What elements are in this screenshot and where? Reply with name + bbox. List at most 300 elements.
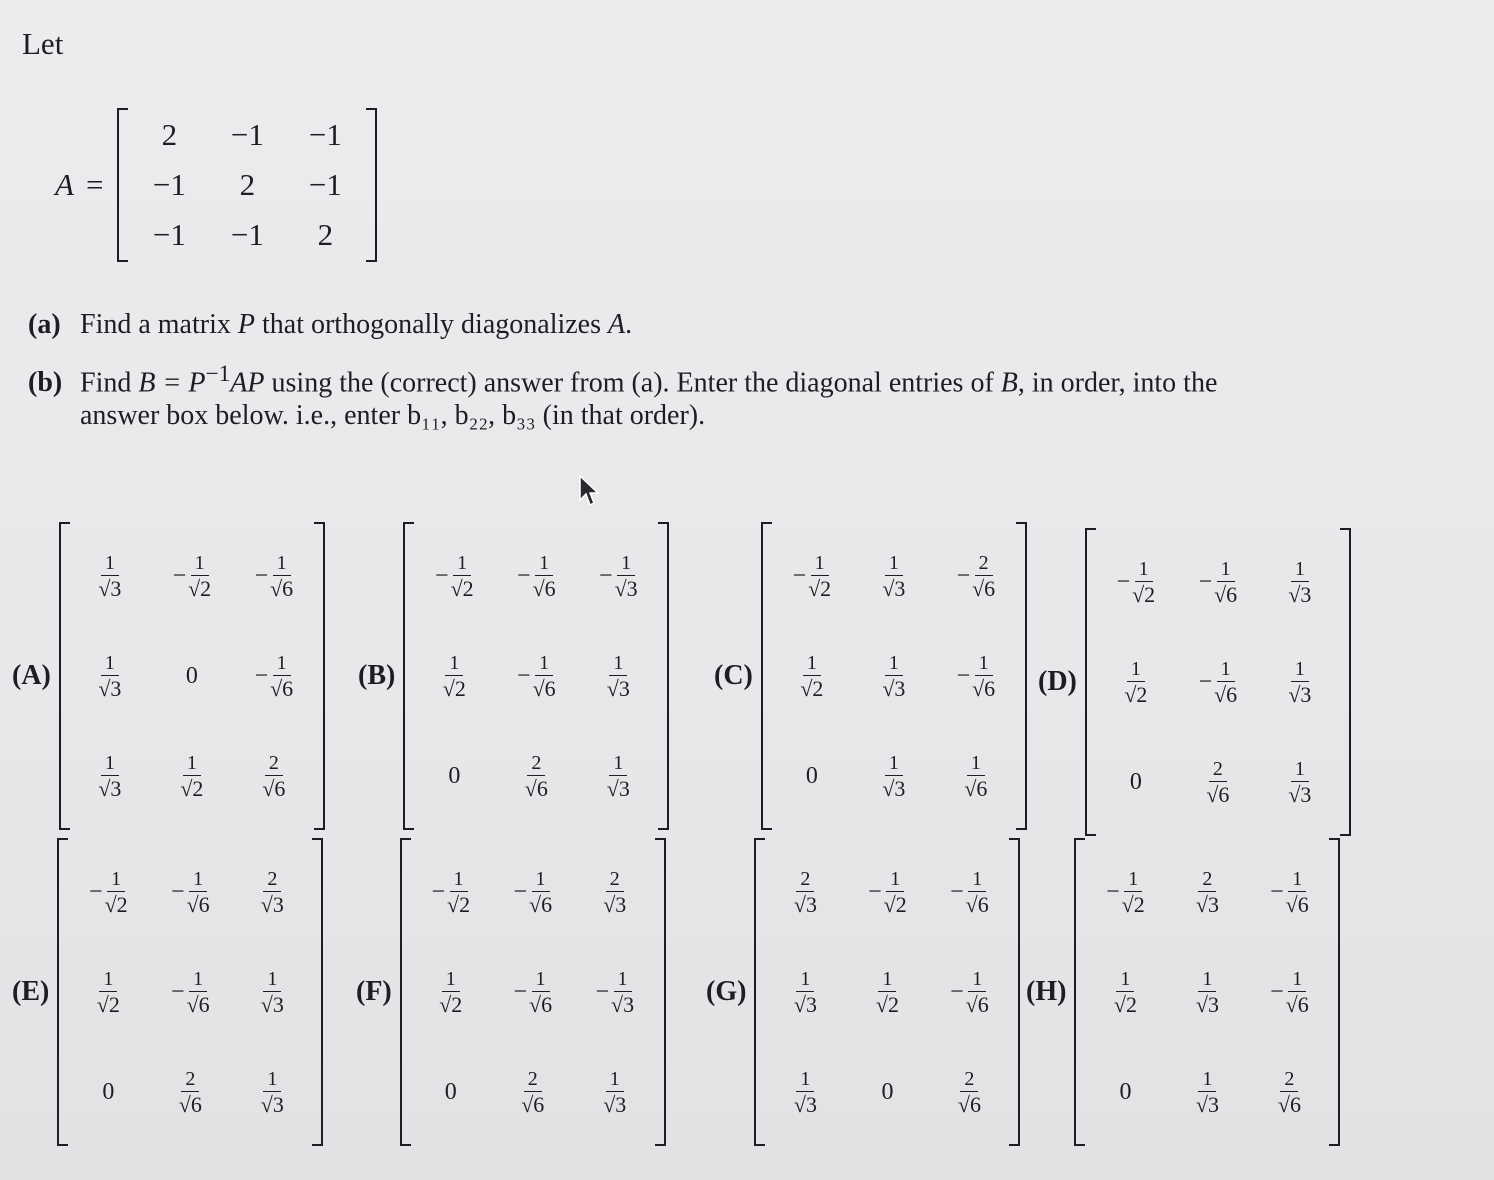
- numerator: 1: [1198, 969, 1216, 992]
- matrix-entry: [1199, 559, 1238, 606]
- matrix-entry: [603, 869, 626, 916]
- matrix-entry: [882, 553, 905, 600]
- matrix-entry: [179, 1069, 202, 1116]
- expr-b-eq-p: B = P: [138, 367, 206, 399]
- matrix-entry: [262, 753, 285, 800]
- denominator: √2: [1121, 891, 1145, 917]
- denominator: √3: [603, 1091, 627, 1117]
- matrix-entry: [1130, 769, 1142, 796]
- numerator: 1: [796, 1069, 814, 1092]
- matrix-entry: [435, 553, 474, 600]
- matrix-entry: [1124, 659, 1147, 706]
- denominator: √3: [1195, 1091, 1219, 1117]
- denominator: √3: [614, 575, 638, 601]
- denominator: √2: [188, 575, 212, 601]
- fraction: [533, 653, 556, 700]
- fraction: [882, 753, 905, 800]
- numerator: 1: [1124, 869, 1142, 892]
- matrix-entry: [102, 1079, 114, 1106]
- minus-sign: −: [1198, 568, 1213, 595]
- matrix-entry: [800, 653, 823, 700]
- option-matrix-entries: [65, 838, 315, 1146]
- matrix-entry: [186, 663, 198, 690]
- matrix-entry: [255, 553, 294, 600]
- option-matrix-entries: [769, 522, 1019, 830]
- denominator: √6: [532, 675, 556, 701]
- matrix-entry: [794, 1069, 817, 1116]
- numerator: 1: [450, 869, 468, 892]
- minus-sign: −: [172, 562, 187, 589]
- fraction: [1214, 559, 1237, 606]
- numerator: 1: [532, 869, 550, 892]
- denominator: √6: [957, 1091, 981, 1117]
- fraction: [180, 753, 203, 800]
- option-matrix-entries: [411, 522, 661, 830]
- option-label: (E): [12, 976, 50, 1007]
- fraction: [447, 869, 470, 916]
- option-f[interactable]: [356, 838, 666, 1146]
- matrix-entry: [431, 869, 470, 916]
- option-label: (C): [714, 660, 753, 691]
- matrix-entry: [173, 553, 212, 600]
- option-a[interactable]: [12, 522, 325, 830]
- matrix-a-entry: 2: [161, 117, 178, 152]
- question-b-text: Find: [80, 367, 139, 399]
- denominator: √6: [1285, 991, 1309, 1017]
- option-d[interactable]: [1038, 528, 1351, 836]
- fraction: [607, 753, 630, 800]
- option-e[interactable]: [12, 838, 323, 1146]
- question-a-text-2: that orthogonally diagonalizes: [254, 309, 609, 340]
- numerator: 2: [796, 869, 814, 892]
- matrix-entry: [89, 869, 128, 916]
- matrix-entry: [97, 969, 120, 1016]
- fraction: [1214, 659, 1237, 706]
- matrix-a-entry: 2: [317, 217, 334, 252]
- denominator: √3: [98, 575, 122, 601]
- var-b: B: [1000, 367, 1018, 399]
- option-matrix-brackets: [403, 522, 669, 830]
- option-matrix-brackets: [57, 838, 323, 1146]
- zero-entry: 0: [444, 1078, 457, 1105]
- denominator: √2: [1113, 991, 1137, 1017]
- denominator: √3: [1288, 681, 1312, 707]
- question-a-label: (a): [28, 309, 61, 340]
- numerator: 2: [527, 753, 545, 776]
- denominator: √6: [186, 891, 210, 917]
- minus-sign: −: [431, 878, 445, 905]
- minus-sign: −: [1116, 568, 1131, 595]
- matrix-entry: [1106, 869, 1145, 916]
- numerator: 1: [1217, 659, 1235, 682]
- fraction: [800, 653, 823, 700]
- denominator: √6: [972, 575, 996, 601]
- fraction: [1278, 1069, 1301, 1116]
- denominator: √2: [1132, 581, 1156, 607]
- fraction: [1196, 1069, 1219, 1116]
- fraction: [529, 969, 552, 1016]
- option-matrix-entries: [1082, 838, 1332, 1146]
- fraction: [187, 969, 210, 1016]
- numerator: 1: [975, 653, 993, 676]
- matrix-entry: [806, 763, 818, 790]
- minus-sign: −: [1270, 978, 1284, 1005]
- matrix-a-entry: −1: [230, 117, 264, 152]
- zero-entry: 0: [881, 1078, 894, 1105]
- numerator: 2: [265, 753, 283, 776]
- minus-sign: −: [595, 978, 609, 1005]
- numerator: 1: [1198, 1069, 1216, 1092]
- fraction: [187, 869, 210, 916]
- option-matrix-entries: [408, 838, 658, 1146]
- matrix-a-entry: −1: [152, 167, 186, 202]
- fraction: [1288, 559, 1311, 606]
- numerator: 1: [886, 869, 904, 892]
- matrix-a-entry: 2: [239, 167, 256, 202]
- denominator: √2: [875, 991, 899, 1017]
- numerator: 1: [263, 969, 281, 992]
- matrix-entry: [1196, 969, 1219, 1016]
- numerator: 1: [1288, 869, 1306, 892]
- matrix-entry: [1288, 659, 1311, 706]
- numerator: 1: [968, 869, 986, 892]
- numerator: 1: [273, 553, 291, 576]
- option-label: (D): [1038, 666, 1077, 697]
- minus-sign: −: [513, 878, 527, 905]
- denominator: √3: [882, 675, 906, 701]
- fraction: [98, 553, 121, 600]
- denominator: √2: [447, 891, 471, 917]
- matrix-entry: [261, 1069, 284, 1116]
- fraction: [1288, 659, 1311, 706]
- denominator: √6: [529, 891, 553, 917]
- matrix-entry: [443, 653, 466, 700]
- option-g[interactable]: [706, 838, 1020, 1146]
- fraction: [439, 969, 462, 1016]
- denominator: √3: [793, 991, 817, 1017]
- denominator: √2: [180, 775, 204, 801]
- denominator: √2: [800, 675, 824, 701]
- numerator: 1: [263, 1069, 281, 1092]
- option-label: (A): [12, 660, 51, 691]
- numerator: 1: [191, 553, 209, 576]
- numerator: 1: [967, 753, 985, 776]
- fraction: [876, 969, 899, 1016]
- fraction: [529, 869, 552, 916]
- fraction: [270, 553, 293, 600]
- denominator: √2: [104, 891, 128, 917]
- numerator: 2: [263, 869, 281, 892]
- fraction: [1196, 869, 1219, 916]
- denominator: √3: [882, 575, 906, 601]
- matrix-entry: [525, 753, 548, 800]
- fraction: [972, 653, 995, 700]
- denominator: √6: [524, 775, 548, 801]
- matrix-entry: [1117, 559, 1156, 606]
- fraction: [958, 1069, 981, 1116]
- option-h[interactable]: [1026, 838, 1340, 1146]
- denominator: √6: [1206, 781, 1230, 807]
- fraction: [966, 869, 989, 916]
- denominator: √3: [1195, 891, 1219, 917]
- matrix-entry: [1288, 759, 1311, 806]
- question-a-text: Find a matrix: [80, 309, 238, 340]
- matrix-a-entry: −1: [308, 117, 342, 152]
- numerator: 1: [609, 653, 627, 676]
- fraction: [1122, 869, 1145, 916]
- fraction: [451, 553, 474, 600]
- fraction: [1196, 969, 1219, 1016]
- mouse-cursor-icon: [578, 474, 600, 508]
- matrix-entry: [1196, 869, 1219, 916]
- numerator: 2: [181, 1069, 199, 1092]
- minus-sign: −: [254, 662, 269, 689]
- matrix-entry: [599, 553, 638, 600]
- numerator: 1: [1127, 659, 1145, 682]
- numerator: 1: [885, 653, 903, 676]
- denominator: √6: [529, 991, 553, 1017]
- matrix-entry: [607, 653, 630, 700]
- minus-sign: −: [435, 562, 449, 589]
- numerator: 1: [609, 753, 627, 776]
- minus-sign: −: [956, 562, 971, 589]
- numerator: 1: [1135, 559, 1153, 582]
- minus-sign: −: [1270, 878, 1284, 905]
- fraction: [964, 753, 987, 800]
- fraction: [98, 753, 121, 800]
- fraction: [607, 653, 630, 700]
- minus-sign: −: [599, 562, 613, 589]
- minus-sign: −: [254, 562, 269, 589]
- matrix-entry: [1199, 659, 1238, 706]
- matrix-entry: [98, 653, 121, 700]
- numerator: 1: [442, 969, 460, 992]
- numerator: 1: [1288, 969, 1306, 992]
- var-a: A: [608, 309, 626, 340]
- numerator: 1: [273, 653, 291, 676]
- option-matrix-brackets: [400, 838, 666, 1146]
- matrix-a-symbol: A: [55, 167, 74, 202]
- matrix-entry: [964, 753, 987, 800]
- fraction: [603, 1069, 626, 1116]
- numerator: 1: [1291, 659, 1309, 682]
- matrix-entry: [595, 969, 634, 1016]
- denominator: √3: [793, 1091, 817, 1117]
- matrix-a: [55, 108, 377, 262]
- matrix-entry: [882, 753, 905, 800]
- fraction: [1124, 659, 1147, 706]
- minus-sign: −: [89, 878, 103, 905]
- matrix-entry: [881, 1079, 893, 1106]
- fraction: [533, 553, 556, 600]
- denominator: √6: [965, 991, 989, 1017]
- option-c[interactable]: [714, 522, 1027, 830]
- denominator: √3: [98, 775, 122, 801]
- denominator: √2: [883, 891, 907, 917]
- fraction: [521, 1069, 544, 1116]
- question-b-line-2: answer box below. i.e., enter b₁₁, b₂₂, b₃₃ (in that order).: [80, 400, 706, 432]
- fraction: [808, 553, 831, 600]
- option-matrix-entries: [1093, 528, 1343, 836]
- numerator: 2: [1280, 1069, 1298, 1092]
- numerator: 1: [535, 553, 553, 576]
- fraction: [270, 653, 293, 700]
- denominator: √6: [964, 775, 988, 801]
- matrix-entry: [521, 1069, 544, 1116]
- matrix-entry: [171, 869, 210, 916]
- fraction: [97, 969, 120, 1016]
- matrix-a-entry: −1: [230, 217, 264, 252]
- fraction: [261, 869, 284, 916]
- matrix-entry: [950, 869, 989, 916]
- matrix-entry: [1288, 559, 1311, 606]
- numerator: 2: [1209, 759, 1227, 782]
- matrix-entry: [1119, 1079, 1131, 1106]
- zero-entry: 0: [1119, 1078, 1132, 1105]
- denominator: √3: [98, 675, 122, 701]
- matrix-entry: [98, 553, 121, 600]
- denominator: √3: [260, 1091, 284, 1117]
- minus-sign: −: [517, 662, 531, 689]
- minus-sign: −: [517, 562, 531, 589]
- denominator: √2: [450, 575, 474, 601]
- fraction: [262, 753, 285, 800]
- var-p: P: [237, 309, 255, 340]
- zero-entry: 0: [805, 762, 818, 789]
- zero-entry: 0: [185, 662, 198, 689]
- matrix-entry: [794, 869, 817, 916]
- numerator: 1: [107, 869, 125, 892]
- minus-sign: −: [956, 662, 971, 689]
- minus-sign: −: [792, 562, 807, 589]
- fraction: [966, 969, 989, 1016]
- fraction: [179, 1069, 202, 1116]
- numerator: 2: [606, 869, 624, 892]
- matrix-entry: [1270, 969, 1309, 1016]
- matrix-entry: [876, 969, 899, 1016]
- matrix-a-entry: −1: [308, 167, 342, 202]
- numerator: 1: [101, 753, 119, 776]
- matrix-entry: [607, 753, 630, 800]
- matrix-entry: [958, 1069, 981, 1116]
- numerator: 1: [803, 653, 821, 676]
- matrix-entry: [517, 653, 556, 700]
- option-matrix-brackets: [761, 522, 1027, 830]
- matrix-entry: [957, 553, 996, 600]
- matrix-entry: [603, 1069, 626, 1116]
- zero-entry: 0: [1129, 768, 1142, 795]
- numerator: 1: [885, 553, 903, 576]
- matrix-entry: [882, 653, 905, 700]
- denominator: √3: [260, 991, 284, 1017]
- minus-sign: −: [1198, 668, 1213, 695]
- option-matrix-entries: [67, 522, 317, 830]
- denominator: √3: [611, 991, 635, 1017]
- numerator: 2: [1198, 869, 1216, 892]
- denominator: √6: [270, 675, 294, 701]
- question-a: [28, 308, 632, 341]
- minus-sign: −: [1106, 878, 1120, 905]
- denominator: √6: [1285, 891, 1309, 917]
- option-matrix-entries: [762, 838, 1012, 1146]
- denominator: √3: [882, 775, 906, 801]
- zero-entry: 0: [102, 1078, 115, 1105]
- fraction: [525, 753, 548, 800]
- denominator: √3: [260, 891, 284, 917]
- question-b-text-3: , in order, into the: [1017, 367, 1218, 399]
- option-label: (G): [706, 976, 747, 1007]
- fraction: [1286, 969, 1309, 1016]
- denominator: √6: [1277, 1091, 1301, 1117]
- minus-sign: −: [171, 878, 185, 905]
- denominator: √2: [1124, 681, 1148, 707]
- numerator: 1: [878, 969, 896, 992]
- denominator: √3: [1288, 581, 1312, 607]
- denominator: √6: [270, 575, 294, 601]
- numerator: 1: [99, 969, 117, 992]
- matrix-entry: [255, 653, 294, 700]
- numerator: 1: [101, 653, 119, 676]
- denominator: √6: [186, 991, 210, 1017]
- matrix-entry: [793, 553, 832, 600]
- matrix-entry: [794, 969, 817, 1016]
- option-matrix-brackets: [1085, 528, 1351, 836]
- inverse-sup: −1: [205, 361, 231, 387]
- matrix-entry: [171, 969, 210, 1016]
- fraction: [794, 969, 817, 1016]
- matrix-entry: [1278, 1069, 1301, 1116]
- fraction: [188, 553, 211, 600]
- numerator: 1: [183, 753, 201, 776]
- question-b-text-2: using the (correct) answer from (a). Enter the diagonal entries of: [264, 367, 1001, 399]
- numerator: 1: [796, 969, 814, 992]
- denominator: √3: [606, 775, 630, 801]
- fraction: [1114, 969, 1137, 1016]
- numerator: 1: [535, 653, 553, 676]
- numerator: 1: [189, 869, 207, 892]
- matrix-entry: [513, 969, 552, 1016]
- numerator: 1: [189, 969, 207, 992]
- numerator: 1: [1217, 559, 1235, 582]
- denominator: √2: [442, 675, 466, 701]
- equals-sign: =: [85, 167, 104, 202]
- matrix-a-brackets: [117, 108, 377, 262]
- matrix-entry: [448, 763, 460, 790]
- fraction: [261, 969, 284, 1016]
- fraction: [882, 553, 905, 600]
- fraction: [1286, 869, 1309, 916]
- denominator: √2: [439, 991, 463, 1017]
- denominator: √6: [965, 891, 989, 917]
- denominator: √3: [603, 891, 627, 917]
- numerator: 1: [532, 969, 550, 992]
- denominator: √6: [972, 675, 996, 701]
- denominator: √6: [1214, 681, 1238, 707]
- numerator: 2: [524, 1069, 542, 1092]
- numerator: 2: [960, 1069, 978, 1092]
- matrix-entry: [517, 553, 556, 600]
- matrix-entry: [868, 869, 907, 916]
- fraction: [972, 553, 995, 600]
- option-b[interactable]: [358, 522, 669, 830]
- minus-sign: −: [171, 978, 185, 1005]
- matrix-entry: [180, 753, 203, 800]
- fraction: [443, 653, 466, 700]
- matrix-entry: [950, 969, 989, 1016]
- option-matrix-brackets: [59, 522, 325, 830]
- zero-entry: 0: [448, 762, 461, 789]
- denominator: √2: [808, 575, 832, 601]
